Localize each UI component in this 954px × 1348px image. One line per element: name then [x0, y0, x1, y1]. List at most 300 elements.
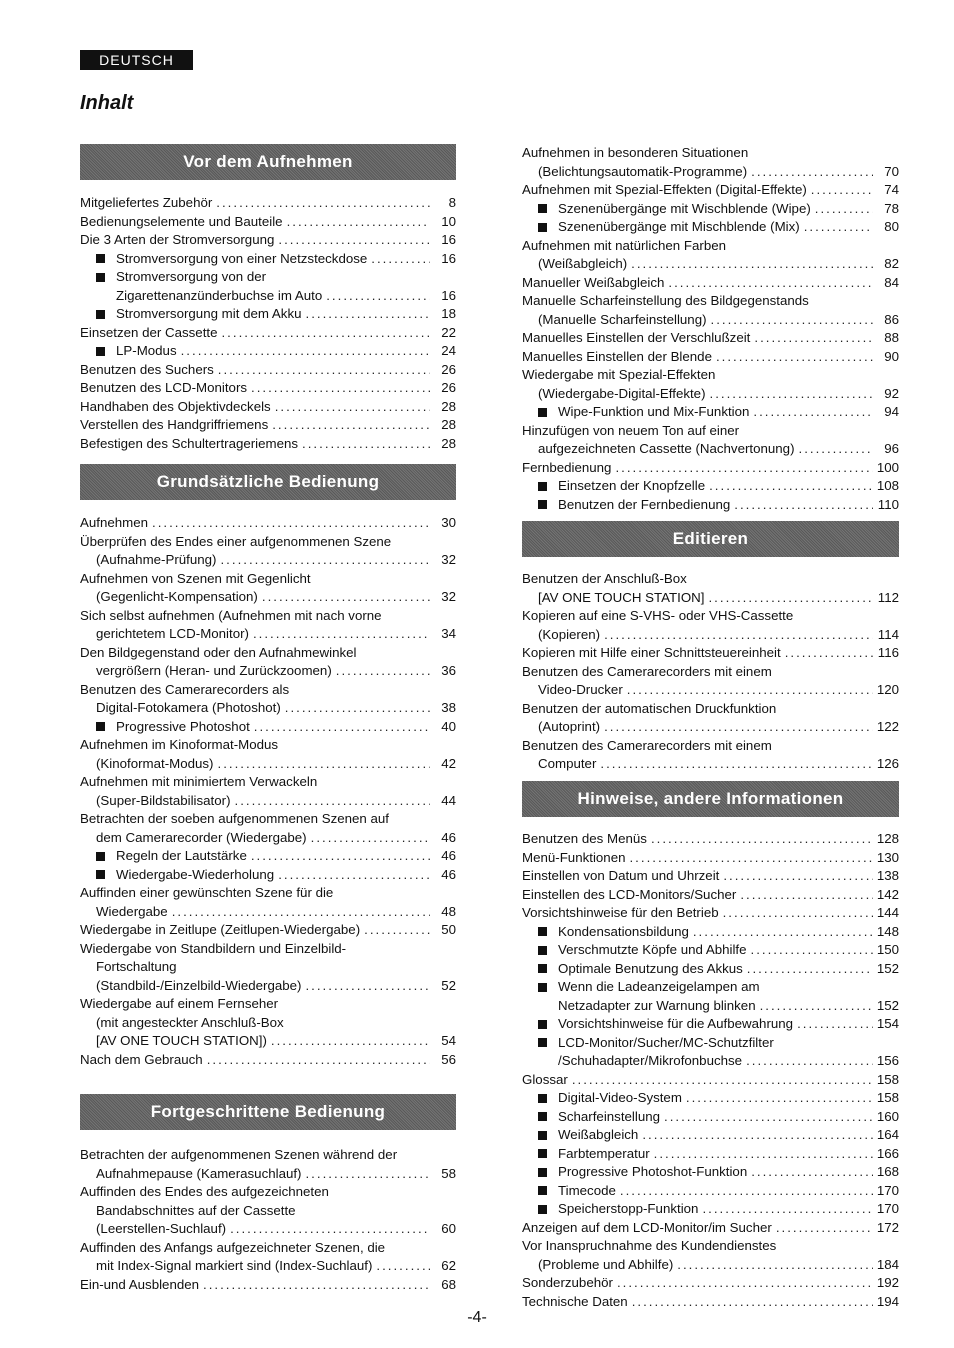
toc-entry-text: Glossar	[522, 1071, 568, 1087]
toc-entry	[80, 570, 456, 589]
toc-entry-text: Anzeigen auf dem LCD-Monitor/im Sucher	[522, 1219, 772, 1235]
toc-entry-page: 92	[884, 385, 899, 401]
toc-entry-text: Ein-und Ausblenden	[80, 1276, 200, 1292]
toc-entry-text: Aufnahmepause (Kamerasuchlauf)	[96, 1165, 302, 1181]
toc-entry	[80, 342, 456, 361]
toc-entry-text: gerichtetem LCD-Monitor)	[96, 626, 249, 641]
toc-entry-text: LCD-Monitor/Sucher/MC-Schutzfilter	[558, 1034, 774, 1050]
toc-entry-text: aufgezeichneten Cassette (Nachvertonung)	[538, 441, 795, 456]
toc-leader-dots	[664, 1108, 873, 1127]
section-header-fortgeschrittene-bedienung: Fortgeschrittene Bedienung	[80, 1094, 456, 1130]
toc-entry-text: Szenenübergänge mit Mischblende (Mix)	[558, 219, 800, 234]
toc-entry-page: 114	[877, 626, 899, 642]
toc-leader-dots	[376, 1257, 430, 1276]
toc-entry-page: 48	[441, 903, 456, 919]
toc-entry-page: 172	[876, 1219, 899, 1235]
toc-entry-page: 126	[876, 756, 899, 771]
toc-leader-dots	[615, 459, 872, 478]
toc-entry-page: 18	[441, 306, 456, 321]
bullet-square-icon	[96, 722, 105, 731]
bullet-square-icon	[538, 1168, 547, 1177]
toc-entry	[522, 1089, 899, 1108]
toc-entry-text: Fernbedienung	[522, 459, 612, 475]
toc-entry-page: 144	[876, 905, 899, 920]
page-title: Inhalt	[80, 92, 134, 114]
toc-entry	[522, 737, 899, 756]
toc-leader-dots	[218, 755, 431, 774]
toc-entry	[522, 849, 899, 868]
toc-entry	[80, 662, 456, 681]
toc-entry-text: Szenenübergänge mit Wischblende (Wipe)	[558, 200, 811, 216]
toc-entry-page: 58	[441, 1165, 456, 1181]
toc-entry	[522, 644, 899, 663]
toc-entry-text: Betrachten der soeben aufgenommenen Szenen auf	[80, 811, 390, 826]
toc-entry-text: Benutzen der Anschluß-Box	[522, 571, 687, 586]
bullet-square-icon	[538, 1094, 547, 1103]
toc-entry-text: Kopieren mit Hilfe einer Schnittsteuereinheit	[522, 645, 781, 660]
toc-entry-page: 54	[441, 1033, 456, 1048]
toc-entry-page: 46	[441, 829, 456, 845]
toc-entry	[522, 626, 899, 645]
toc-entry	[522, 1015, 899, 1034]
toc-entry-text: (Standbild-/Einzelbild-Wiedergabe)	[96, 977, 302, 993]
bullet-square-icon	[538, 927, 547, 936]
toc-leader-dots	[631, 255, 873, 274]
toc-entry-page: 152	[876, 960, 899, 976]
toc-entry-page: 168	[876, 1164, 899, 1179]
toc-entry	[80, 921, 456, 940]
toc-entry-text: Auffinden des Anfangs aufgezeichneter Szenen, die	[80, 1239, 386, 1255]
toc-entry-text: Wenn die Ladeanzeigelampen am	[558, 979, 760, 994]
toc-entry	[522, 978, 899, 997]
toc-leader-dots	[305, 1165, 430, 1184]
toc-entry-text: Aufnehmen mit Spezial-Effekten (Digital-Effekte)	[522, 182, 807, 197]
toc-entry-page: 26	[441, 361, 456, 377]
page-number: -4-	[467, 1309, 487, 1326]
toc-entry-text: Vorsichtshinweise für die Aufbewahrung	[558, 1016, 794, 1031]
toc-entry	[80, 792, 456, 811]
toc-leader-dots	[751, 1163, 873, 1182]
toc-leader-dots	[776, 1219, 873, 1238]
toc-leader-dots	[804, 218, 873, 237]
toc-leader-dots	[746, 1052, 873, 1071]
toc-entry-text: Bedienungselemente und Bauteile	[80, 213, 283, 229]
toc-entry-text: Aufnehmen	[80, 515, 149, 530]
toc-entry-page: 158	[876, 1071, 899, 1087]
toc-entry-text: Einsetzen der Knopfzelle	[558, 478, 706, 493]
toc-entry-text: Befestigen des Schultertrageriemens	[80, 435, 299, 451]
toc-entry-text: [AV ONE TOUCH STATION])	[96, 1033, 267, 1048]
toc-entry-text: (Gegenlicht-Kompensation)	[96, 589, 258, 604]
toc-leader-dots	[693, 923, 873, 942]
toc-entry	[522, 348, 899, 367]
toc-entry	[522, 329, 899, 348]
toc-entry-page: 60	[441, 1221, 456, 1236]
toc-entry	[80, 607, 456, 626]
toc-entry	[522, 718, 899, 737]
toc-entry-page: 46	[441, 866, 456, 882]
toc-entry-page: 128	[876, 831, 899, 846]
toc-leader-dots	[207, 1051, 430, 1070]
toc-entry-text: Überprüfen des Endes einer aufgenommenen Szene	[80, 533, 392, 549]
toc-leader-dots	[620, 1182, 873, 1201]
toc-entry	[80, 847, 456, 866]
toc-entry-text: Sonderzubehör	[522, 1275, 613, 1290]
toc-entry	[522, 941, 899, 960]
toc-entry-text: Kondensationsbildung	[558, 923, 689, 939]
toc-leader-dots	[668, 274, 873, 293]
toc-entry	[522, 422, 899, 441]
toc-entry-text: Video-Drucker	[538, 682, 623, 697]
toc-leader-dots	[654, 1145, 873, 1164]
toc-leader-dots	[305, 977, 430, 996]
toc-entry-text: Den Bildgegenstand oder den Aufnahmewinkel	[80, 644, 357, 660]
toc-entry-text: Hinzufügen von neuem Ton auf einer	[522, 422, 740, 438]
toc-entry-page: 108	[876, 478, 899, 493]
toc-entry-page: 28	[441, 417, 456, 432]
toc-entry	[522, 311, 899, 330]
section-header-grundsaetzliche-bedienung: Grundsätzliche Bedienung	[80, 464, 456, 500]
toc-entry-page: 32	[441, 589, 456, 604]
toc-entry-page: 122	[876, 719, 899, 734]
toc-leader-dots	[710, 385, 873, 404]
toc-entry-page: 90	[884, 348, 899, 364]
toc-leader-dots	[747, 960, 873, 979]
toc-entry	[522, 366, 899, 385]
toc-entry-text: Benutzen des Camerarecorders als	[80, 681, 290, 697]
bullet-square-icon	[96, 870, 105, 879]
bullet-square-icon	[538, 204, 547, 213]
toc-entry-text: Einstellen des LCD-Monitors/Sucher	[522, 886, 737, 902]
toc-entry-page: 16	[441, 250, 456, 266]
toc-entry-text: Computer	[538, 756, 597, 771]
toc-entry-text: (Wiedergabe-Digital-Effekte)	[538, 385, 706, 401]
toc-entry	[522, 496, 899, 515]
toc-leader-dots	[604, 626, 873, 645]
toc-entry-text: Aufnehmen im Kinoformat-Modus	[80, 737, 279, 752]
toc-leader-dots	[230, 1220, 430, 1239]
toc-entry	[80, 194, 456, 213]
toc-entry-text: Aufnehmen mit minimiertem Verwackeln	[80, 774, 318, 789]
toc-entry-page: 56	[441, 1051, 456, 1067]
toc-entry	[80, 1014, 456, 1033]
toc-entry	[80, 1051, 456, 1070]
toc-leader-dots	[220, 551, 430, 570]
toc-entry-page: 84	[884, 274, 899, 290]
toc-leader-dots	[604, 718, 873, 737]
toc-leader-dots	[797, 1015, 873, 1034]
toc-leader-dots	[711, 311, 873, 330]
toc-list-hinweise	[522, 830, 899, 1311]
toc-entry-page: 52	[441, 977, 456, 993]
language-tag: DEUTSCH	[80, 50, 193, 70]
toc-leader-dots	[275, 398, 430, 417]
toc-leader-dots	[152, 514, 430, 533]
toc-entry-text: (Aufnahme-Prüfung)	[96, 552, 217, 567]
bullet-square-icon	[538, 1149, 547, 1158]
toc-entry	[80, 977, 456, 996]
toc-leader-dots	[753, 403, 873, 422]
toc-entry-text: Einsetzen der Cassette	[80, 324, 218, 340]
toc-entry-text: Wiedergabe in Zeitlupe (Zeitlupen-Wiedergabe)	[80, 922, 361, 937]
toc-entry-page: 192	[876, 1275, 899, 1290]
toc-leader-dots	[799, 440, 874, 459]
toc-entry-text: Betrachten der aufgenommenen Szenen während der	[80, 1147, 398, 1162]
toc-leader-dots	[754, 329, 873, 348]
toc-entry-text: Vor Inanspruchnahme des Kundendienstes	[522, 1238, 777, 1253]
toc-entry-page: 130	[876, 849, 899, 865]
toc-entry	[80, 324, 456, 343]
toc-entry-text: Benutzen des Camerarecorders mit einem	[522, 663, 772, 679]
toc-entry	[80, 903, 456, 922]
toc-entry-text: Fortschaltung	[96, 959, 177, 974]
toc-entry-page: 22	[441, 324, 456, 340]
toc-list-grundsaetzliche-bedienung	[80, 514, 456, 1069]
toc-entry-page: 152	[876, 997, 899, 1013]
toc-entry	[522, 663, 899, 682]
toc-leader-dots	[181, 342, 430, 361]
toc-entry-text: Manuelles Einstellen der Verschlußzeit	[522, 330, 751, 345]
toc-entry-page: 170	[876, 1182, 899, 1198]
bullet-square-icon	[96, 254, 105, 263]
toc-leader-dots	[751, 941, 873, 960]
toc-entry	[522, 923, 899, 942]
toc-list-intro	[522, 144, 899, 514]
toc-entry	[80, 736, 456, 755]
toc-leader-dots	[740, 886, 872, 905]
toc-entry	[522, 960, 899, 979]
toc-entry-page: 166	[876, 1145, 899, 1161]
toc-entry-text: Handhaben des Objektivdeckels	[80, 398, 271, 414]
toc-entry-page: 62	[441, 1258, 456, 1273]
toc-entry-text: Benutzen des Menüs	[522, 831, 647, 846]
bullet-square-icon	[538, 964, 547, 973]
section-header-vor-dem-aufnehmen: Vor dem Aufnehmen	[80, 144, 456, 180]
toc-leader-dots	[734, 496, 873, 515]
bullet-square-icon	[538, 1205, 547, 1214]
bullet-square-icon	[96, 852, 105, 861]
toc-entry	[522, 700, 899, 719]
bullet-square-icon	[96, 347, 105, 356]
toc-leader-dots	[617, 1274, 873, 1293]
toc-entry-page: 28	[441, 435, 456, 451]
toc-entry	[522, 1200, 899, 1219]
toc-entry-text: Benutzen des Suchers	[80, 361, 214, 377]
toc-entry	[80, 773, 456, 792]
toc-entry-text: (Weißabgleich)	[538, 256, 628, 271]
toc-entry	[80, 398, 456, 417]
toc-entry-text: Benutzen der Fernbedienung	[558, 496, 731, 512]
toc-entry-page: 40	[441, 718, 456, 734]
toc-entry-text: (Leerstellen-Suchlauf)	[96, 1221, 227, 1236]
toc-entry-page: 70	[884, 163, 899, 179]
bullet-square-icon	[96, 310, 105, 319]
toc-entry-text: Regeln der Lautstärke	[116, 848, 247, 863]
toc-entry-page: 74	[884, 182, 899, 197]
toc-entry	[522, 237, 899, 256]
toc-leader-dots	[221, 324, 430, 343]
toc-entry	[80, 379, 456, 398]
toc-leader-dots	[751, 163, 873, 182]
toc-entry	[80, 940, 456, 959]
toc-entry-text: Benutzen des LCD-Monitors	[80, 380, 248, 395]
toc-entry-text: /Schuhadapter/Mikrofonbuchse	[558, 1053, 743, 1068]
toc-entry	[80, 533, 456, 552]
toc-leader-dots	[600, 755, 872, 774]
toc-entry-page: 100	[876, 459, 899, 475]
toc-entry-text: Speicherstopp-Funktion	[558, 1201, 699, 1216]
toc-entry	[80, 435, 456, 454]
toc-leader-dots	[278, 231, 430, 250]
toc-entry-page: 10	[441, 213, 456, 229]
toc-leader-dots	[651, 830, 873, 849]
toc-entry-text: Vorsichtshinweise für den Betrieb	[522, 905, 719, 920]
toc-entry-text: Auffinden des Endes des aufgezeichneten	[80, 1184, 329, 1199]
toc-entry	[80, 250, 456, 269]
toc-entry	[80, 361, 456, 380]
toc-entry-text: Timecode	[558, 1182, 616, 1198]
toc-leader-dots	[629, 849, 872, 868]
bullet-square-icon	[538, 946, 547, 955]
toc-leader-dots	[627, 681, 873, 700]
toc-entry	[522, 255, 899, 274]
toc-entry	[522, 1256, 899, 1275]
toc-entry	[522, 163, 899, 182]
toc-entry	[522, 144, 899, 163]
toc-entry-page: 148	[876, 923, 899, 939]
toc-entry	[522, 1071, 899, 1090]
toc-entry-page: 96	[884, 441, 899, 456]
toc-entry	[522, 607, 899, 626]
toc-entry-text: Stromversorgung von der	[116, 269, 267, 284]
toc-entry	[80, 213, 456, 232]
toc-entry	[522, 1145, 899, 1164]
toc-list-editieren	[522, 570, 899, 774]
toc-entry-page: 142	[876, 886, 899, 902]
toc-entry-page: 116	[877, 645, 899, 660]
toc-entry-page: 34	[441, 626, 456, 641]
toc-entry-text: Wiedergabe von Standbildern und Einzelbild-	[80, 940, 347, 956]
toc-entry-text: Aufnehmen mit natürlichen Farben	[522, 237, 726, 253]
bullet-square-icon	[538, 223, 547, 232]
toc-entry-text: (Kinoformat-Modus)	[96, 755, 214, 771]
toc-leader-dots	[336, 662, 430, 681]
toc-leader-dots	[272, 416, 430, 435]
toc-list-fortgeschrittene-bedienung	[80, 1146, 456, 1294]
toc-entry	[522, 477, 899, 496]
toc-entry-text: Sich selbst aufnehmen (Aufnehmen mit nach vorne	[80, 607, 382, 623]
toc-leader-dots	[785, 644, 873, 663]
toc-entry	[80, 884, 456, 903]
toc-leader-dots	[253, 625, 430, 644]
toc-entry	[522, 1163, 899, 1182]
toc-entry-text: (Belichtungsautomatik-Programme)	[538, 163, 748, 179]
toc-leader-dots	[708, 589, 873, 608]
toc-entry	[522, 440, 899, 459]
toc-entry-page: 88	[884, 330, 899, 345]
toc-entry-page: 150	[876, 942, 899, 957]
toc-leader-dots	[311, 829, 430, 848]
toc-leader-dots	[364, 921, 430, 940]
toc-entry-text: Nach dem Gebrauch	[80, 1051, 203, 1067]
toc-entry-text: Stromversorgung von einer Netzsteckdose	[116, 250, 368, 266]
toc-entry-text: Zigarettenanzünderbuchse im Auto	[116, 287, 323, 303]
toc-entry	[522, 1274, 899, 1293]
toc-entry-text: Die 3 Arten der Stromversorgung	[80, 232, 275, 247]
toc-entry-page: 30	[441, 515, 456, 530]
toc-entry-page: 156	[876, 1053, 899, 1068]
toc-entry	[80, 829, 456, 848]
toc-entry	[80, 1032, 456, 1051]
toc-entry-page: 94	[884, 404, 899, 419]
toc-entry-text: Verstellen des Handgriffriemens	[80, 417, 269, 432]
toc-entry-page: 194	[876, 1293, 899, 1309]
toc-entry	[522, 1034, 899, 1053]
toc-entry-text: Optimale Benutzung des Akkus	[558, 960, 743, 976]
toc-leader-dots	[251, 379, 430, 398]
toc-entry-page: 138	[876, 868, 899, 883]
toc-entry-text: Einstellen von Datum und Uhrzeit	[522, 868, 720, 883]
toc-entry	[522, 274, 899, 293]
toc-entry	[522, 1126, 899, 1145]
toc-entry-text: Bandabschnittes auf der Cassette	[96, 1202, 296, 1218]
toc-entry-text: Farbtemperatur	[558, 1145, 650, 1161]
toc-entry-page: 32	[441, 552, 456, 567]
toc-entry-page: 120	[876, 682, 899, 697]
toc-entry-page: 82	[884, 256, 899, 271]
toc-leader-dots	[326, 287, 430, 306]
toc-entry	[80, 644, 456, 663]
toc-entry	[522, 830, 899, 849]
toc-entry	[522, 385, 899, 404]
toc-entry	[80, 231, 456, 250]
toc-leader-dots	[235, 792, 431, 811]
toc-entry	[522, 1237, 899, 1256]
toc-entry	[80, 305, 456, 324]
toc-entry	[80, 1146, 456, 1165]
toc-leader-dots	[302, 435, 430, 454]
toc-entry-text: Menü-Funktionen	[522, 849, 626, 865]
toc-entry-page: 38	[441, 700, 456, 715]
toc-entry-text: Benutzen der automatischen Druckfunktion	[522, 700, 777, 716]
toc-entry-page: 16	[441, 232, 456, 247]
toc-entry-text: (Probleme und Abhilfe)	[538, 1256, 674, 1272]
toc-entry-page: 158	[876, 1090, 899, 1105]
toc-entry-page: 16	[441, 287, 456, 303]
toc-leader-dots	[686, 1089, 873, 1108]
toc-entry-page: 164	[876, 1127, 899, 1142]
toc-entry	[522, 403, 899, 422]
toc-entry-page: 50	[441, 922, 456, 937]
toc-entry	[80, 958, 456, 977]
toc-entry	[80, 416, 456, 435]
toc-entry-page: 110	[877, 496, 899, 512]
toc-entry-page: 44	[441, 792, 456, 808]
toc-entry-text: (mit angesteckter Anschluß-Box	[96, 1014, 284, 1030]
toc-entry-text: (Super-Bildstabilisator)	[96, 792, 231, 808]
toc-entry-text: vergrößern (Heran- und Zurückzoomen)	[96, 663, 332, 678]
toc-entry-text: Weißabgleich	[558, 1127, 639, 1142]
toc-entry-page: 26	[441, 380, 456, 395]
bullet-square-icon	[538, 983, 547, 992]
toc-entry	[522, 181, 899, 200]
toc-entry	[522, 755, 899, 774]
toc-entry	[80, 287, 456, 306]
toc-entry-page: 68	[441, 1276, 456, 1292]
toc-entry	[80, 1239, 456, 1258]
toc-entry-text: Digital-Video-System	[558, 1090, 682, 1105]
toc-leader-dots	[572, 1071, 873, 1090]
